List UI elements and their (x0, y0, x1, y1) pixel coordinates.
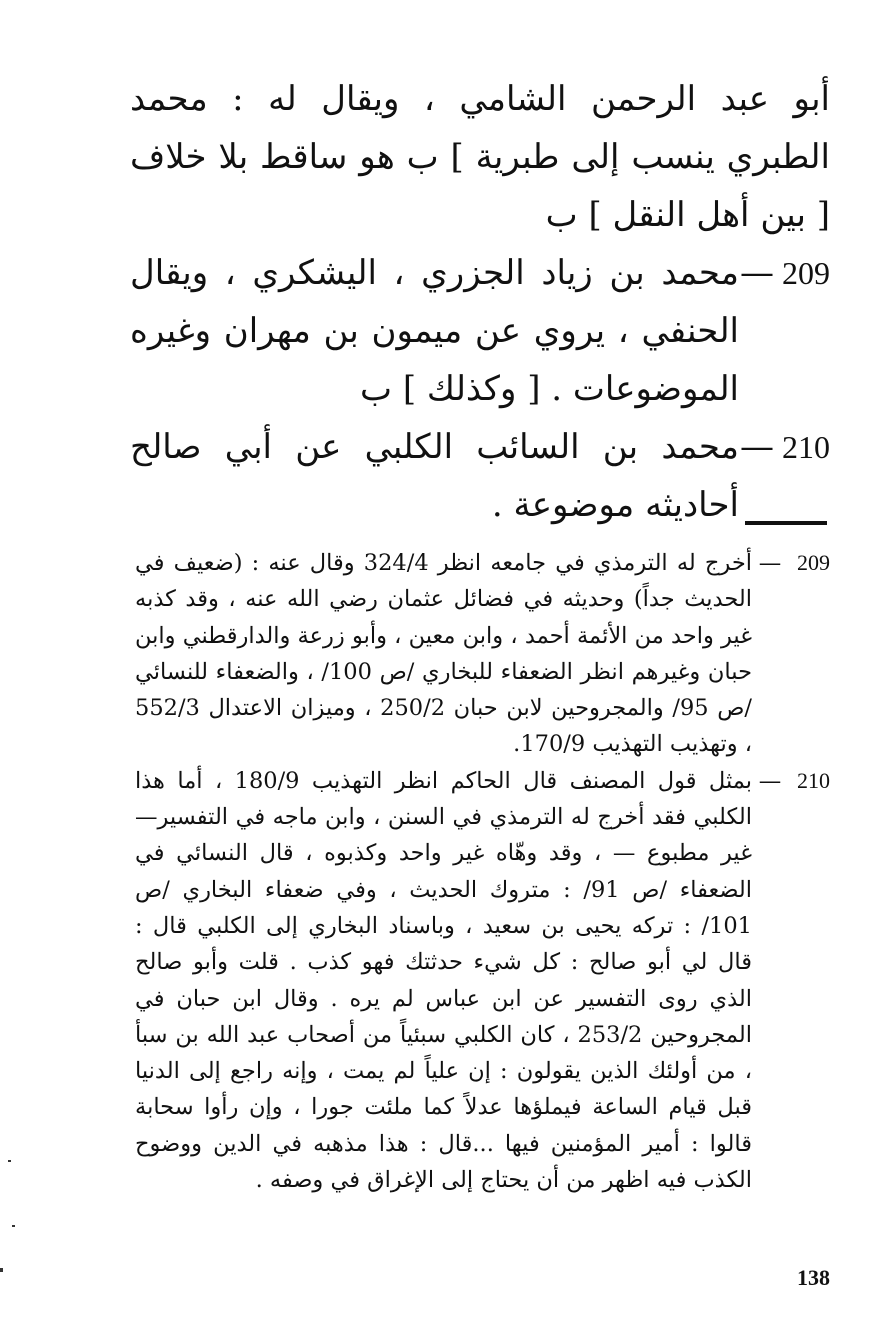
footnote-separator (745, 521, 827, 525)
footnote-number: 209 (797, 550, 830, 575)
footnotes (135, 545, 830, 1198)
entry-number: 210 (782, 429, 830, 465)
entry-dash: — (740, 253, 774, 293)
scan-edge-mark (8, 1160, 11, 1162)
page-number: 138 (797, 1265, 830, 1290)
main-entry-209 (130, 244, 830, 418)
scan-edge-mark (12, 1225, 15, 1227)
footnote-number: 210 (797, 767, 830, 793)
main-continuation-paragraph: أبو عبد الرحمن الشامي ، ويقال له : محمد الطبري ينسب إلى طبرية ] ب هو ساقط بلا خلاف [ بين أهل النقل ] ب (130, 79, 830, 235)
entry-dash: — (740, 427, 774, 467)
footnote-text: بمثل قول المصنف قال الحاكم انظر التهذيب 180/9 ، أما هذا الكلبي فقد أخرج له الترمذي في السنن ، وابن ماجه في التفسير— غير مطبوع — ، وقد وهّاه غير واحد وكذبوه ، قال النسائي في الضعفاء /ص 91/ : متروك الحديث ، وفي ضعفاء البخاري /ص 101/ : تركه يحيى بن سعيد ، وباسناد البخاري إلى الكلبي قال : قال لي أبو صالح : كل شيء حدثتك فهو كذب . قلت وأبو صالح الذي روى التفسير عن ابن عباس لم يره . وقال ابن حبان في المجروحين 253/2 ، كان الكلبي سبئياً من أصحاب عبد الله بن سبأ ، من أولئك الذين يقولون : إن علياً لم يمت ، وإنه راجع إلى الدنيا قبل قيام الساعة فيملؤها عدلاً كما ملئت جورا ، وإن رأوا سحابة قالوا : أمير المؤمنين فيها ...قال : هذا مذهبه في الدين ووضوح الكذب فيه اظهر من أن يحتاج إلى الإغراق في وصفه . (135, 767, 753, 1194)
scan-edge-mark (0, 1268, 3, 1272)
entry-text: محمد بن زياد الجزري ، اليشكري ، ويقال الحنفي ، يروي عن ميمون بن مهران وغيره الموضوعات . [ وكذلك ] ب (130, 253, 739, 409)
footnote-text: أخرج له الترمذي في جامعه انظر 324/4 وقال عنه : (ضعيف في الحديث جداً) وحديثه في فضائل عثمان رضي الله عنه ، وقد كذبه غير واحد من الأئمة أحمد ، وابن معين ، وأبو زرعة والدارقطني وابن حبان وغيرهم انظر الضعفاء للبخاري /ص 100/ ، والضعفاء للنسائي /ص 95/ والمجروحين لابن حبان 250/2 ، وميزان الاعتدال 552/3 ، وتهذيب التهذيب 170/9. (135, 550, 753, 758)
entry-text: محمد بن السائب الكلبي عن أبي صالح أحاديثه موضوعة . (130, 427, 739, 525)
footnote-210 (135, 763, 830, 1199)
main-text (130, 70, 830, 534)
footnote-dash: — (758, 550, 782, 576)
main-entry-210 (130, 418, 830, 534)
footnote-209 (135, 545, 830, 763)
footnote-dash: — (758, 767, 782, 794)
entry-number: 209 (782, 255, 830, 291)
